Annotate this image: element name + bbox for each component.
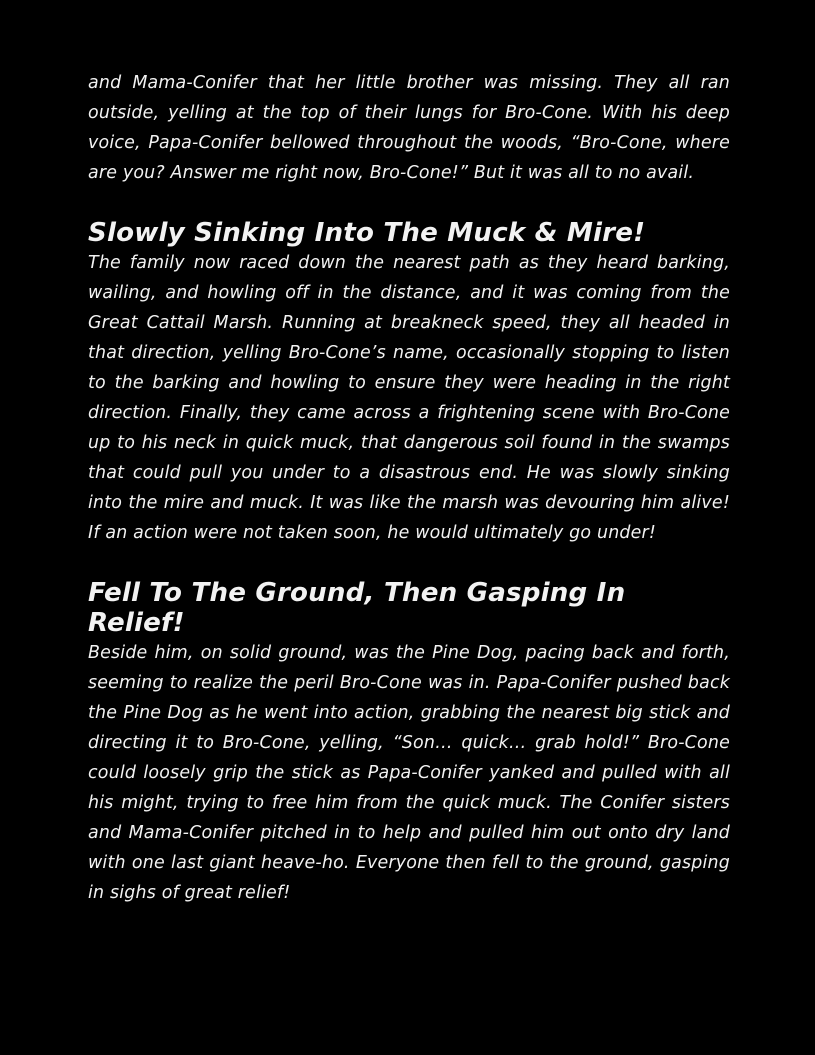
section-heading-muck-and-mire: Slowly Sinking Into The Muck & Mire! <box>88 218 646 248</box>
story-page <box>88 68 730 908</box>
section-paragraph-muck-and-mire: The family now raced down the nearest path as they heard barking, wailing, and howling off in the distance, and it was coming from the Great Cattail Marsh. Running at breakneck speed, they all headed in that direction, yelling Bro-Cone’s name, occasionally stopping to listen to the barking and howling to ensure they were heading in the right direction. Finally, they came across a frightening scene with Bro-Cone up to his neck in quick muck, that dangerous soil found in the swamps that could pull you under to a disastrous end. He was slowly sinking into the mire and muck. It was like the marsh was devouring him alive! If an action were not taken soon, he would ultimately go under! <box>88 253 730 543</box>
intro-paragraph: and Mama-Conifer that her little brother was missing. They all ran outside, yelling at the top of their lungs for Bro-Cone. With his deep voice, Papa-Conifer bellowed throughout the woods, “Bro-Cone, where are you? Answer me right now, Bro-Cone!” But it was all to no avail. <box>88 73 730 183</box>
section-heading-gasping-in-relief: Fell To The Ground, Then Gasping In Relief! <box>88 578 626 638</box>
section-paragraph-gasping-in-relief: Beside him, on solid ground, was the Pine Dog, pacing back and forth, seeming to realize the peril Bro-Cone was in. Papa-Conifer pushed back the Pine Dog as he went into action, grabbing the nearest big stick and directing it to Bro-Cone, yelling, “Son… quick… grab hold!” Bro-Cone could loosely grip the stick as Papa-Conifer yanked and pulled with all his might, trying to free him from the quick muck. The Conifer sisters and Mama-Conifer pitched in to help and pulled him out onto dry land with one last giant heave-ho. Everyone then fell to the ground, gasping in sighs of great relief! <box>88 643 730 903</box>
paragraph-spacer <box>88 548 730 578</box>
paragraph-spacer <box>88 188 730 218</box>
